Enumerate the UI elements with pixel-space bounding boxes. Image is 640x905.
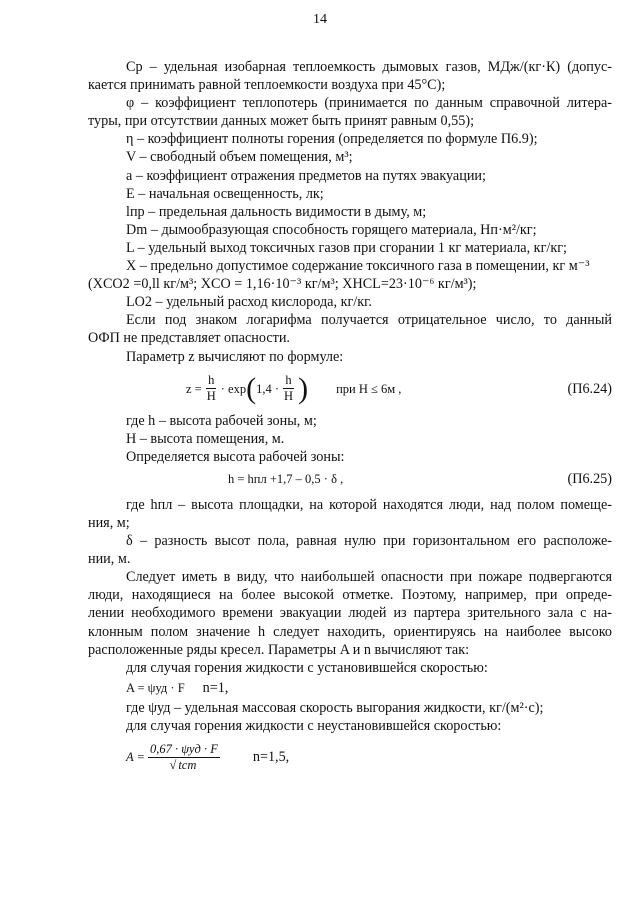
sqrt-argument: tст (178, 757, 197, 772)
formula-p6-25 (88, 466, 612, 492)
page-number: 14 (313, 12, 327, 27)
fraction-denominator: H (284, 389, 294, 404)
text-line: LO2 – удельный расход кислорода, кг/кг. (126, 294, 372, 311)
text-line: δ – разность высот пола, равная нулю при горизонтальном его расположе- (126, 533, 612, 550)
text-line: lпр – предельная дальность видимости в дыму, м; (126, 203, 427, 220)
paren-open: ( (246, 371, 257, 405)
formula-a-unsteady (88, 735, 612, 779)
formula-lhs: A = (126, 749, 145, 764)
text-line: ОФП не представляет опасности. (88, 330, 290, 347)
text-line: где ψуд – удельная массовая скорость выгорания жидкости, кг/(м²·c); (126, 699, 544, 716)
text-line: Cр – удельная изобарная теплоемкость дымовых газов, МДж/(кг·К) (допус- (126, 59, 612, 75)
text-line: a – коэффициент отражения предметов на путях эвакуации; (126, 167, 486, 184)
text-line: (XCO2 =0,ll кг/м³; XCO = 1,16·10⁻³ кг/м³; XHCL=23·10⁻⁶ кг/м³); (88, 276, 477, 293)
text-line: нии, м. (88, 551, 131, 568)
text-line: туры, при отсутствии данных может быть принят равным 0,55); (88, 113, 475, 130)
formula-n-value: n=1,5, (252, 748, 290, 765)
fraction-numerator: h (285, 373, 292, 388)
page-body (88, 58, 612, 779)
text-line: Dm – дымообразующая способность горящего материала, Нп·м²/кг; (126, 221, 537, 238)
paren-close: ) (298, 371, 309, 405)
text-line: φ – коэффициент теплопотерь (принимается по данным справочной литера- (126, 95, 612, 112)
formula-condition: при H ≤ 6м , (336, 381, 402, 396)
formula-number: (П6.24) (567, 380, 612, 397)
formula-fraction (205, 373, 218, 404)
text-line: Следует иметь в виду, что наибольшей опасности при пожаре подвергаются (126, 569, 612, 586)
text-line: Если под знаком логарифма получается отрицательное число, то данный (126, 312, 612, 329)
text-line: для случая горения жидкости с неустановившейся скоростью: (126, 717, 502, 734)
fraction-numerator: h (208, 373, 215, 388)
formula-expression: A = ψуд · F (126, 680, 185, 695)
text-line: лении необходимого времени эвакуации людей из партера зрительного зала с на- (88, 605, 612, 622)
text-line: E – начальная освещенность, лк; (126, 185, 324, 202)
text-line: для случая горения жидкости с установившейся скоростью: (126, 659, 488, 676)
formula-expression: h = hпл +1,7 – 0,5 · δ , (228, 471, 344, 486)
text-line: V – свободный объем помещения, м³; (126, 149, 353, 166)
formula-fraction (282, 373, 295, 404)
text-line: Параметр z вычисляют по формуле: (126, 348, 344, 365)
text-line: H – высота помещения, м. (126, 430, 285, 447)
text-line: где h – высота рабочей зоны, м; (126, 412, 317, 429)
formula-lhs: z = (186, 381, 202, 396)
sqrt-icon: √ (169, 757, 177, 772)
formula-p6-24 (88, 366, 612, 412)
formula-coef: 1,4 · (256, 381, 280, 396)
text-line: Определяется высота рабочей зоны: (126, 448, 345, 465)
text-line: где hпл – высота площадки, на которой находятся люди, над полом помеще- (126, 496, 612, 513)
text-line: расположенные ряды кресел. Параметры A и n вычисляют так: (88, 641, 470, 658)
text-line: η – коэффициент полноты горения (определяется по формуле П6.9); (126, 131, 538, 148)
text-line: кается принимать равной теплоемкости воздуха при 45°C); (88, 77, 446, 94)
fraction-numerator: 0,67 · ψуд · F (149, 741, 218, 756)
formula-number: (П6.25) (567, 470, 612, 487)
formula-a-steady (88, 677, 612, 699)
text-line: ния, м; (88, 514, 130, 531)
text-line: X – предельно допустимое содержание токсичного газа в помещении, кг м⁻³ (126, 258, 590, 275)
text-line: люди, находящиеся на более высокой отметке. Поэтому, например, при опреде- (88, 587, 612, 604)
formula-n-value: n=1, (202, 679, 229, 696)
fraction-denominator (167, 758, 200, 773)
text-line: клонным полом значение h следует находить, ориентируясь на наиболее высоко (88, 623, 612, 640)
formula-fraction (148, 742, 220, 773)
text-line: L – удельный выход токсичных газов при сгорании 1 кг материала, кг/кг; (126, 239, 567, 256)
formula-exp: · exp (220, 381, 247, 396)
fraction-denominator: H (206, 389, 216, 404)
